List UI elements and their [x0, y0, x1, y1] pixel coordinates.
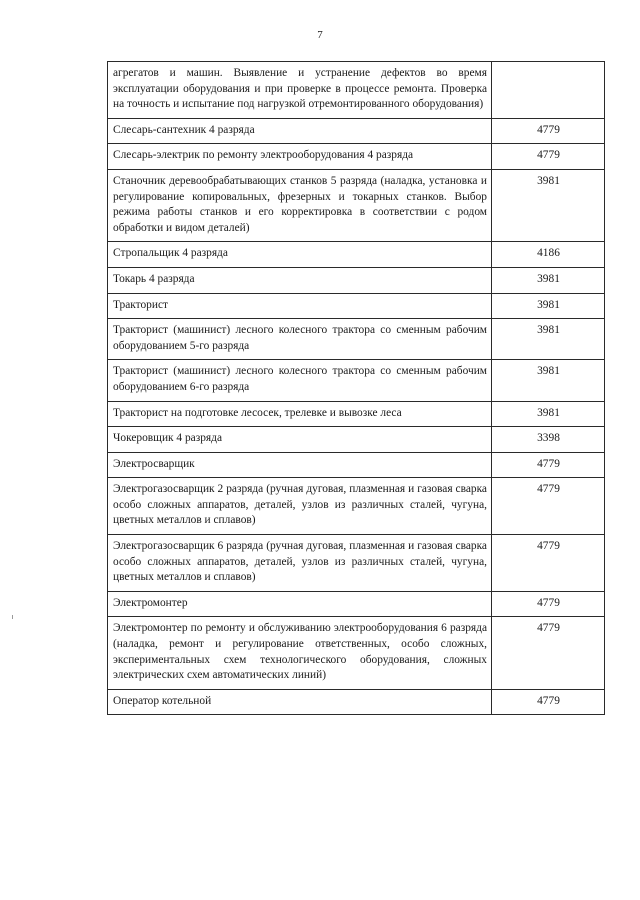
position-name-cell: Тракторист [108, 293, 492, 319]
table-row [108, 535, 605, 592]
salary-value-cell: 4779 [492, 452, 605, 478]
table-row [108, 242, 605, 268]
table-row [108, 62, 605, 119]
salary-value-cell: 4779 [492, 689, 605, 715]
table-row [108, 401, 605, 427]
table-row [108, 144, 605, 170]
position-name-cell: агрегатов и машин. Выявление и устранение дефектов во время эксплуатации оборудования и при проверке в процессе ремонта. Проверка на точность и испытание под нагрузкой отремонтированного оборудования) [108, 62, 492, 119]
salary-value-cell: 4779 [492, 591, 605, 617]
table-row [108, 689, 605, 715]
salary-value-cell: 3398 [492, 427, 605, 453]
table-row [108, 478, 605, 535]
position-name-cell: Станочник деревообрабатывающих станков 5 разряда (наладка, установка и регулирование копировальных, фрезерных и токарных станков. Выбор режима работы станков и его корректировка в соответствии с родом обработки и видом деталей) [108, 169, 492, 241]
salary-value-cell: 4186 [492, 242, 605, 268]
table-row [108, 118, 605, 144]
table-row [108, 591, 605, 617]
salary-value-cell: 4779 [492, 144, 605, 170]
position-name-cell: Стропальщик 4 разряда [108, 242, 492, 268]
position-name-cell: Чокеровщик 4 разряда [108, 427, 492, 453]
table-row [108, 617, 605, 689]
page-number: 7 [317, 29, 323, 41]
table-row [108, 360, 605, 401]
table-row [108, 427, 605, 453]
salary-value-cell: 4779 [492, 118, 605, 144]
position-name-cell: Электрогазосварщик 6 разряда (ручная дуговая, плазменная и газовая сварка особо сложных аппаратов, деталей, узлов из различных сталей, чугуна, цветных металлов и сплавов) [108, 535, 492, 592]
wage-table [107, 61, 605, 715]
table-row [108, 267, 605, 293]
position-name-cell: Электросварщик [108, 452, 492, 478]
salary-value-cell: 4779 [492, 535, 605, 592]
position-name-cell: Электромонтер [108, 591, 492, 617]
position-name-cell: Тракторист (машинист) лесного колесного трактора со сменным рабочим оборудованием 5-го разряда [108, 319, 492, 360]
margin-mark [12, 615, 13, 619]
position-name-cell: Слесарь-сантехник 4 разряда [108, 118, 492, 144]
salary-value-cell: 4779 [492, 617, 605, 689]
position-name-cell: Токарь 4 разряда [108, 267, 492, 293]
table-row [108, 452, 605, 478]
salary-value-cell: 3981 [492, 267, 605, 293]
table-row [108, 319, 605, 360]
table-body [108, 62, 605, 715]
position-name-cell: Электрогазосварщик 2 разряда (ручная дуговая, плазменная и газовая сварка особо сложных аппаратов, деталей, узлов из различных сталей, чугуна, цветных металлов и сплавов) [108, 478, 492, 535]
position-name-cell: Электромонтер по ремонту и обслуживанию электрооборудования 6 разряда (наладка, ремонт и регулирование ответственных, особо сложных, экспериментальных схем технологического оборудования, сложных электрических схем автоматических линий) [108, 617, 492, 689]
salary-value-cell: 4779 [492, 478, 605, 535]
salary-value-cell: 3981 [492, 360, 605, 401]
table-row [108, 169, 605, 241]
position-name-cell: Тракторист на подготовке лесосек, трелевке и вывозке леса [108, 401, 492, 427]
position-name-cell: Слесарь-электрик по ремонту электрооборудования 4 разряда [108, 144, 492, 170]
salary-value-cell [492, 62, 605, 119]
salary-value-cell: 3981 [492, 319, 605, 360]
salary-value-cell: 3981 [492, 293, 605, 319]
position-name-cell: Оператор котельной [108, 689, 492, 715]
table-row [108, 293, 605, 319]
salary-value-cell: 3981 [492, 401, 605, 427]
salary-value-cell: 3981 [492, 169, 605, 241]
position-name-cell: Тракторист (машинист) лесного колесного трактора со сменным рабочим оборудованием 6-го разряда [108, 360, 492, 401]
